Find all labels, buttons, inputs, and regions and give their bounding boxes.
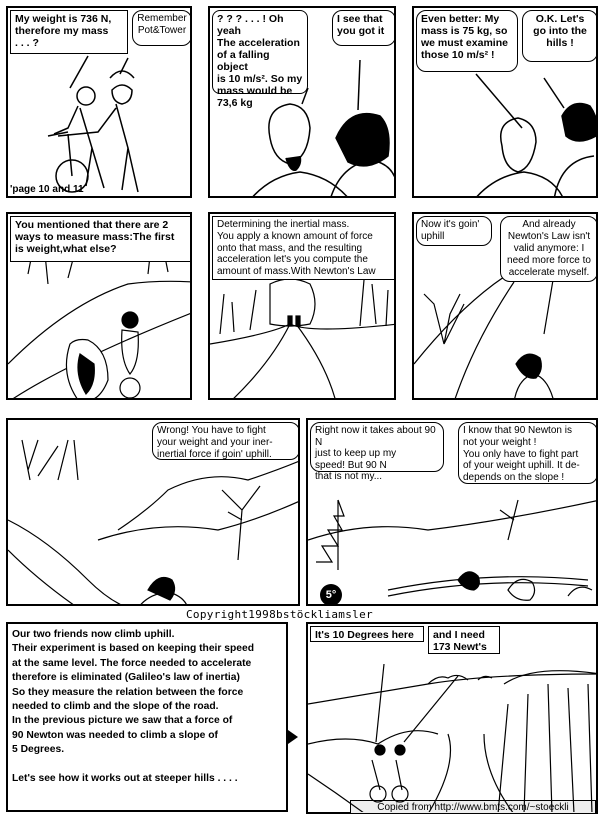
panel-8-slope-badge: 5°: [320, 584, 342, 606]
panel-2-speech-left: ? ? ? . . . ! Oh yeah The acceleration of a falling object is 10 m/s². So my mass would be 73,6 kg: [212, 10, 308, 94]
panel-6-speech-left: Now it's goin' uphill: [416, 216, 492, 246]
panel-7-speech: Wrong! You have to fight your weight and your iner- inertial force if goin' uphill.: [152, 422, 300, 460]
panel-3-speech-left: Even better: My mass is 75 kg, so we must examine those 10 m/s² !: [416, 10, 518, 72]
panel-5-speech: Determining the inertial mass. You apply a known amount of force onto that mass, and the resulting acceleration let's you compute the amount of mass.With Newton's Law: [212, 216, 396, 280]
panel-10-speech-right: and I need 173 Newt's: [428, 626, 500, 654]
narration-pointer-icon: [288, 730, 298, 744]
panel-3-speech-right: O.K. Let's go into the hills !: [522, 10, 598, 62]
panel-4: [6, 212, 192, 400]
source-footer: Copied from http://www.bmts.com/~stoeckli: [350, 800, 596, 814]
panel-8: [306, 418, 598, 606]
panel-2: [208, 6, 396, 198]
panel-1: [6, 6, 192, 198]
panel-6-speech-right: And already Newton's Law isn't valid anymore: I need more force to accelerate myself.: [500, 216, 598, 282]
panel-10-speech-left: It's 10 Degrees here: [310, 626, 424, 642]
narration-panel: Our two friends now climb uphill. Their experiment is based on keeping their speed at the same level. The force needed to accelerate therefore is eliminated (Galileo's law of inertia) So they measure the relation between the force needed to climb and the slope of the road. In the previous picture we saw that a force of 90 Newton was needed to climb a slope of 5 Degrees. Let's see how it works out at steeper hills . . . .: [6, 622, 288, 812]
panel-7: [6, 418, 300, 606]
panel-3: [412, 6, 598, 198]
panel-10: [306, 622, 598, 814]
panel-5: [208, 212, 396, 400]
panel-4-speech: You mentioned that there are 2 ways to measure mass:The first is weight,what else?: [10, 216, 192, 262]
panel-1-speech-left: My weight is 736 N, therefore my mass . . . ?: [10, 10, 128, 54]
panel-1-caption: 'page 10 and 11: [10, 184, 84, 195]
panel-8-speech-left: Right now it takes about 90 N just to keep up my speed! But 90 N that is not my...: [310, 422, 444, 472]
panel-8-speech-right: I know that 90 Newton is not your weight ! You only have to fight part of your weight uphill. It de- depends on the slope !: [458, 422, 598, 484]
panel-2-speech-right: I see that you got it: [332, 10, 396, 46]
panel-6: [412, 212, 598, 400]
panel-1-speech-right: Remember Pot&Tower: [132, 10, 192, 46]
copyright-line: Copyright1998bstöckliamsler: [186, 608, 373, 621]
